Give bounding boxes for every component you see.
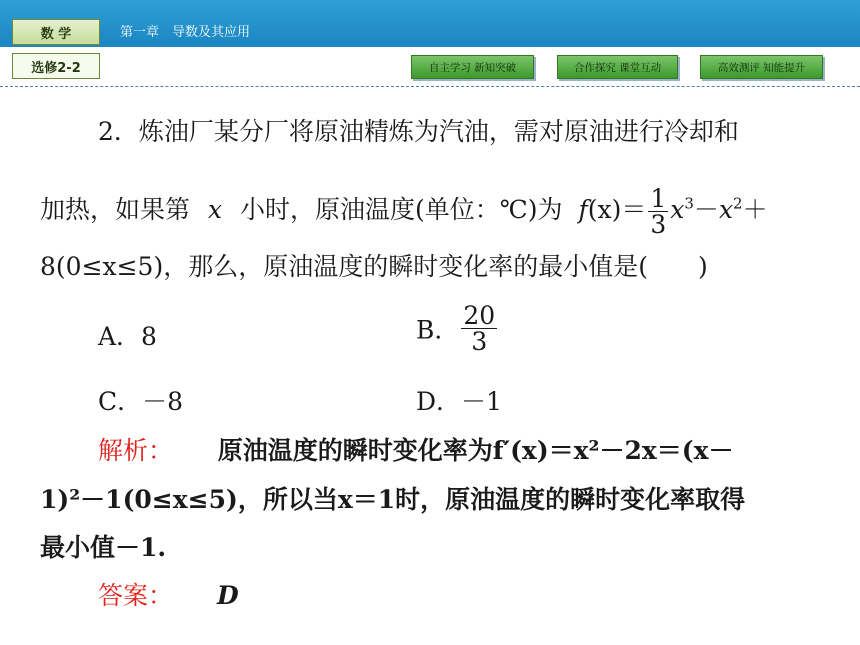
option-b-denominator: 3 [471,327,488,356]
function-arg: (x) [587,195,622,224]
nav-assessment-button[interactable]: 高效测评 知能提升 [700,55,823,79]
fraction-one-third [648,186,668,237]
header-divider [0,86,860,87]
nav-self-study-button[interactable]: 自主学习 新知突破 [411,55,534,79]
answer-label: 答案： [98,581,174,610]
answer-line [98,581,239,611]
minus-sign: － [693,195,719,224]
option-b-numerator: 20 [463,301,496,330]
function-equals: ＝ [621,195,647,224]
subject-label: 数 学 [12,19,100,45]
solution-text-1: 原油温度的瞬时变化率为f′(x)＝x²－2x＝(x－ [217,436,734,465]
fraction-numerator: 1 [650,184,667,213]
function-name: f [578,195,588,224]
fraction-denominator: 3 [650,210,667,239]
solution-line-2: 1)²－1(0≤x≤5)，所以当x＝1时，原油温度的瞬时变化率取得 [40,485,746,514]
option-d: D．－1 [416,387,502,416]
exponent-3: 3 [684,194,694,213]
question-line-2 [40,186,768,237]
solution-label: 解析： [98,436,174,465]
plus-sign: ＋ [742,195,768,224]
question-line-1: 2．炼油厂某分厂将原油精炼为汽油，需对原油进行冷却和 [98,117,739,146]
option-c: C．－8 [98,387,184,416]
exponent-2: 2 [733,194,743,213]
option-b-label: B． [416,315,460,345]
question-line-3: 8(0≤x≤5)，那么，原油温度的瞬时变化率的最小值是( ) [40,252,708,281]
solution-line-3: 最小值－1. [40,533,167,562]
term-x-cubed: x [670,195,685,224]
question-line-2-text-a: 加热，如果第 [40,195,191,224]
question-variable-x: x [207,195,223,224]
option-a: A．8 [98,322,157,351]
option-b [416,303,499,354]
module-label: 选修2-2 [12,53,100,79]
chapter-title: 第一章 导数及其应用 [120,25,251,40]
question-line-2-text-b: 小时，原油温度(单位：℃)为 [240,195,563,224]
option-b-fraction [461,303,497,354]
solution-line-1 [98,436,734,466]
nav-cooperative-button[interactable]: 合作探究 课堂互动 [557,55,678,79]
term-x-squared: x [718,195,734,224]
answer-value: D [216,581,239,610]
